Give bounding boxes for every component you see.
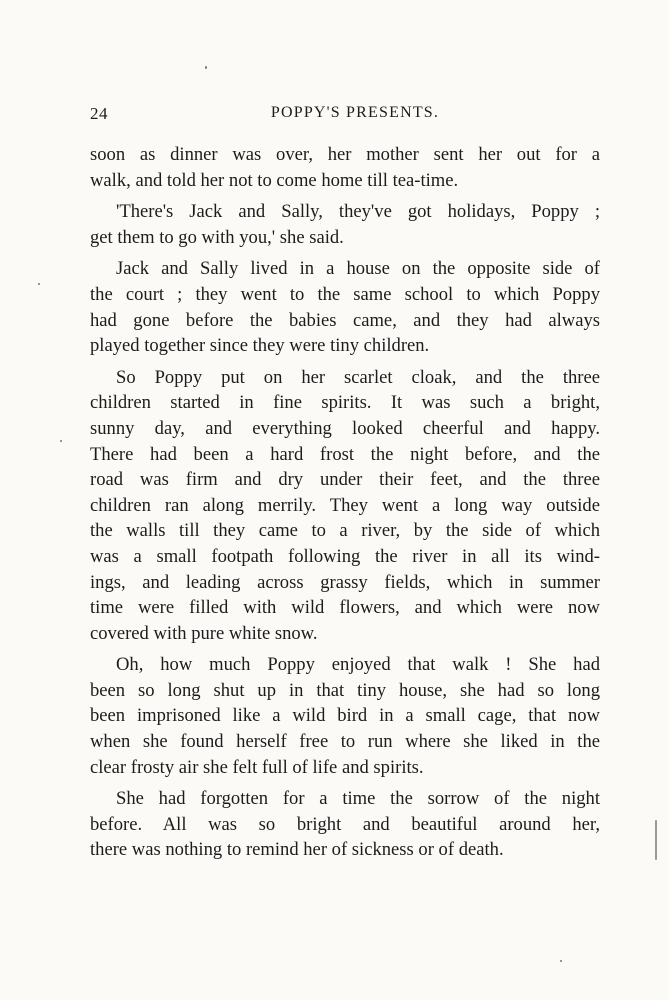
text-line: sunny day, and everything looked cheerful and happy. xyxy=(90,417,600,439)
scan-speck xyxy=(655,820,657,860)
text-line: walk, and told her not to come home till tea-time. xyxy=(90,169,459,191)
text-line: road was firm and dry under their feet, and the three xyxy=(90,469,600,491)
paragraph xyxy=(90,256,600,358)
text-line: was a small footpath following the river in all its wind- xyxy=(90,545,600,567)
text-line: get them to go with you,' she said. xyxy=(90,226,344,248)
text-line: clear frosty air she felt full of life and spirits. xyxy=(90,756,424,778)
text-line: covered with pure white snow. xyxy=(90,622,318,644)
text-line: There had been a hard frost the night before, and the xyxy=(90,443,600,465)
text-line: played together since they were tiny children. xyxy=(90,335,430,357)
text-line: children started in fine spirits. It was such a bright, xyxy=(90,392,600,414)
text-line: soon as dinner was over, her mother sent her out for a xyxy=(90,144,600,165)
running-title: POPPY'S PRESENTS. xyxy=(270,104,440,121)
text-line: when she found herself free to run where she liked in the xyxy=(90,731,600,753)
text-line: there was nothing to remind her of sickness or of death. xyxy=(90,839,504,861)
paragraph xyxy=(90,365,600,647)
paragraph xyxy=(90,142,600,193)
running-head xyxy=(90,104,600,130)
text-line: had gone before the babies came, and they had always xyxy=(90,309,600,331)
page-number: 24 xyxy=(90,104,108,123)
paragraph xyxy=(90,199,600,250)
body-text xyxy=(90,142,600,863)
text-line: ings, and leading across grassy fields, which in summer xyxy=(90,571,600,593)
text-line: before. All was so bright and beautiful around her, xyxy=(90,813,600,835)
scan-speck xyxy=(560,960,562,962)
scan-speck xyxy=(38,283,40,285)
scan-speck xyxy=(60,440,62,442)
scan-speck xyxy=(205,66,207,69)
paragraph xyxy=(90,652,600,780)
text-line: Jack and Sally lived in a house on the opposite side of xyxy=(116,258,600,280)
text-line: the walls till they came to a river, by the side of which xyxy=(90,520,600,542)
text-line: She had forgotten for a time the sorrow of the night xyxy=(116,788,600,810)
text-line: time were filled with wild flowers, and which were now xyxy=(90,597,600,619)
paragraph xyxy=(90,786,600,863)
text-line: the court ; they went to the same school to which Poppy xyxy=(90,283,600,305)
text-line: been so long shut up in that tiny house, she had so long xyxy=(90,679,600,701)
text-line: 'There's Jack and Sally, they've got holidays, Poppy ; xyxy=(116,201,600,223)
text-line: So Poppy put on her scarlet cloak, and the three xyxy=(116,366,600,388)
text-line: Oh, how much Poppy enjoyed that walk ! She had xyxy=(116,654,600,676)
text-line: children ran along merrily. They went a long way outside xyxy=(90,494,600,516)
text-line: been imprisoned like a wild bird in a small cage, that now xyxy=(90,705,600,727)
